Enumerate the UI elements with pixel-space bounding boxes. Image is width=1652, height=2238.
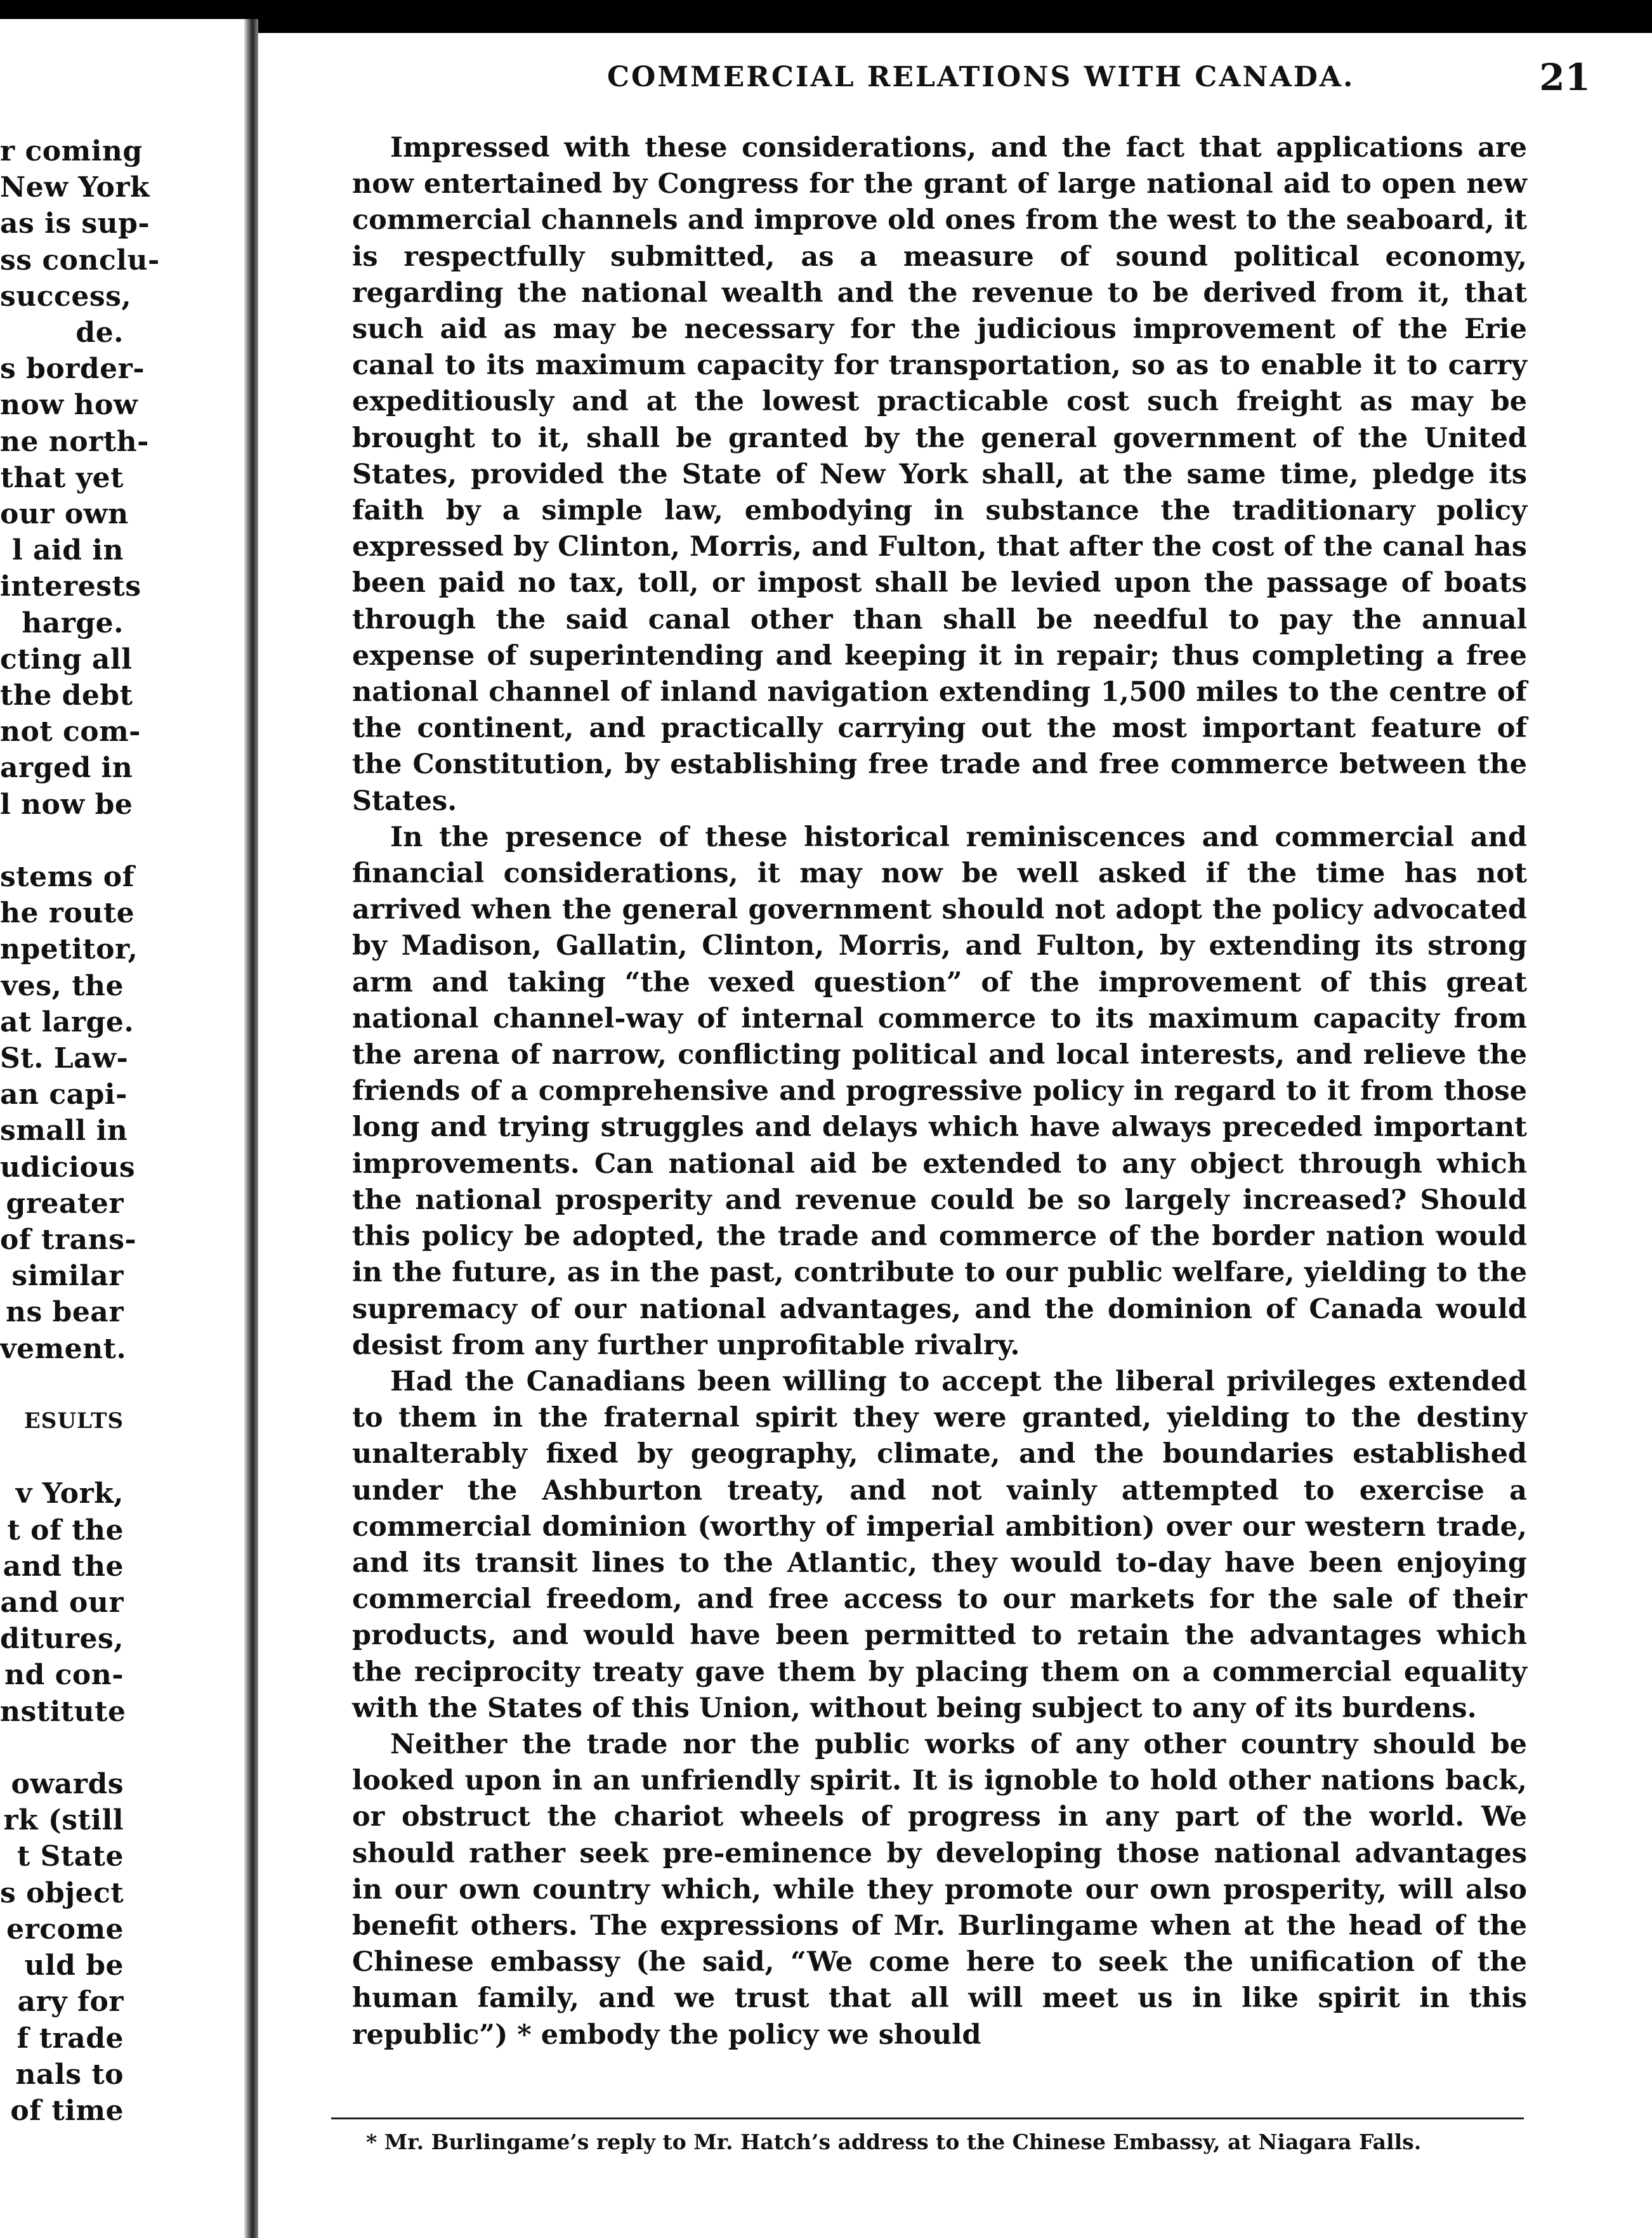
- footnote: * Mr. Burlingame’s reply to Mr. Hatch’s address to the Chinese Embassy, at Niagara Falls.: [366, 2130, 1422, 2154]
- previous-page-line: ESULTS: [23, 1408, 124, 1434]
- previous-page-line: and the: [3, 1550, 124, 1583]
- previous-page-line: harge.: [22, 606, 124, 639]
- footnote-rule: [331, 2117, 1524, 2119]
- previous-page-line: an capi-: [0, 1078, 128, 1111]
- previous-page-line: s object: [0, 1876, 124, 1909]
- previous-page-line: de.: [75, 317, 124, 350]
- previous-page-line: ves, the: [1, 969, 124, 1002]
- previous-page-line: that yet: [0, 461, 124, 494]
- paragraph: Had the Canadians been willing to accept the liberal privileges extended to them in the fraternal spirit they were granted, yielding to the destiny unalterably fixed by geography, climate, and the boundaries established under the Ashburton treaty, and not vainly attempted to exercise a commercial dominion (worthy of imperial ambition) over our western trade, and its transit lines to the Atlantic, they would to-day have been enjoying commercial freedom, and free access to our markets for the sale of their products, and would have been permitted to retain the advantages which the reciprocity treaty gave them by placing them on a commercial equality with the States of this Union, without being subject to any of its burdens.: [352, 1365, 1527, 1724]
- paragraph: Impressed with these considerations, and the fact that applications are now entertained by Congress for the grant of large national aid to open new commercial channels and improve old ones from the west to the seaboard, it is respectfully submitted, as a measure of sound political economy, regarding the national wealth and the revenue to be derived from it, that such aid as may be necessary for the judicious improvement of the Erie canal to its maximum capacity for transportation, so as to enable it to carry expeditiously and at the lowest practicable cost such freight as may be brought to it, shall be granted by the general government of the United States, provided the State of New York shall, at the same time, pledge its faith by a simple law, embodying in substance the traditionary policy expressed by Clinton, Morris, and Fulton, that after the cost of the canal has been paid no tax, toll, or impost shall be levied upon the passage of boats through the said canal other than shall be needful to pay the annual expense of superintending and keeping it in repair; thus completing a free national channel of inland navigation extending 1,500 miles to the centre of the continent, and practically carrying out the most important feature of the Constitution, by establishing free trade and free commerce between the States.: [352, 132, 1527, 817]
- previous-page-line: cting all: [0, 643, 133, 676]
- previous-page-line: stems of: [0, 861, 135, 894]
- previous-page-line: ne north-: [0, 425, 149, 458]
- previous-page-line: similar: [11, 1260, 124, 1293]
- previous-page-line: arged in: [0, 752, 133, 785]
- previous-page-line: he route: [0, 897, 135, 930]
- previous-page-line: the debt: [0, 679, 133, 712]
- paragraph: In the presence of these historical reminiscences and commercial and financial considerations, it may now be well asked if the time has not arrived when the general government should not adopt the policy advocated by Madison, Gallatin, Clinton, Morris, and Fulton, by extending its strong arm and taking “the vexed question” of the improvement of this great national channel-way of internal commerce to its maximum capacity from the arena of narrow, conflicting political and local interests, and relieve the friends of a comprehensive and progressive policy in regard to it from those long and trying struggles and delays which have always preceded important improvements. Can national aid be extended to any object through which the national prosperity and revenue could be so largely increased? Should this policy be adopted, the trade and commerce of the border nation would in the future, as in the past, contribute to our public welfare, yielding to the supremacy of our national advantages, and the dominion of Canada would desist from any further unprofitable rivalry.: [352, 821, 1527, 1361]
- previous-page-line: nstitute: [0, 1695, 126, 1728]
- book-gutter: [244, 19, 258, 2238]
- previous-page-line: ss conclu-: [0, 244, 160, 277]
- previous-page-line: rk (still: [3, 1804, 124, 1837]
- previous-page-line: ns bear: [5, 1296, 124, 1329]
- previous-page-line: ditures,: [0, 1623, 124, 1656]
- previous-page-line: r coming: [0, 135, 143, 167]
- previous-page-line: now how: [0, 389, 138, 422]
- previous-page-line: New York: [0, 171, 150, 204]
- body-text: [352, 130, 1527, 2053]
- previous-page-line: nals to: [15, 2058, 124, 2091]
- previous-page-line: [0, 823, 244, 859]
- previous-page-line: f trade: [16, 2022, 124, 2055]
- previous-page-line: nd con-: [4, 1659, 124, 1692]
- previous-page-line: [0, 1439, 244, 1476]
- previous-page-line: greater: [6, 1187, 124, 1220]
- previous-page-line: at large.: [0, 1005, 134, 1038]
- previous-page-line: success,: [0, 280, 132, 313]
- previous-page-line: interests: [0, 570, 141, 603]
- previous-page-line: our own: [0, 498, 129, 531]
- previous-page-line: not com-: [0, 716, 141, 749]
- previous-page-line: as is sup-: [0, 207, 150, 240]
- previous-page-line: of trans-: [0, 1224, 137, 1257]
- running-title: COMMERCIAL RELATIONS WITH CANADA.: [607, 61, 1355, 93]
- page: [258, 0, 1652, 2238]
- previous-page-line: [0, 1730, 244, 1766]
- paragraph: Neither the trade nor the public works of any other country should be looked upon in an unfriendly spirit. It is ignoble to hold other nations back, or obstruct the chariot wheels of progress in any part of the world. We should rather seek pre-eminence by developing those national advantages in our own country which, while they promote our own prosperity, will also benefit others. The expressions of Mr. Burlingame when at the head of the Chinese embassy (he said, “We come here to seek the unification of the human family, and we trust that all will meet us in like spirit in this republic”) * embody the policy we should: [352, 1728, 1527, 2051]
- previous-page-line: St. Law-: [0, 1042, 129, 1075]
- previous-page-line: l aid in: [11, 534, 124, 567]
- running-head: [347, 56, 1616, 100]
- previous-page-line: small in: [0, 1115, 128, 1148]
- previous-page-line: t of the: [7, 1514, 124, 1547]
- previous-page-line: ary for: [17, 1986, 124, 2019]
- previous-page-line: of time: [10, 2094, 124, 2127]
- scan-border: [258, 0, 1652, 33]
- previous-page-edge: [0, 19, 244, 2238]
- previous-page-line: [0, 1367, 244, 1403]
- previous-page-line: v York,: [15, 1477, 124, 1510]
- previous-page-line: udicious: [0, 1151, 136, 1184]
- previous-page-line: s border-: [0, 353, 145, 386]
- previous-page-line: owards: [11, 1768, 124, 1801]
- previous-page-line: t State: [16, 1840, 124, 1873]
- previous-page-line: ercome: [6, 1913, 124, 1946]
- previous-page-line: l now be: [0, 788, 133, 821]
- previous-page-line: npetitor,: [0, 933, 138, 966]
- previous-page-line: uld be: [24, 1949, 124, 1982]
- previous-page-line: vement.: [0, 1332, 127, 1365]
- previous-page-text: [0, 133, 244, 2129]
- previous-page-line: and our: [0, 1587, 124, 1620]
- page-number: 21: [1539, 56, 1590, 99]
